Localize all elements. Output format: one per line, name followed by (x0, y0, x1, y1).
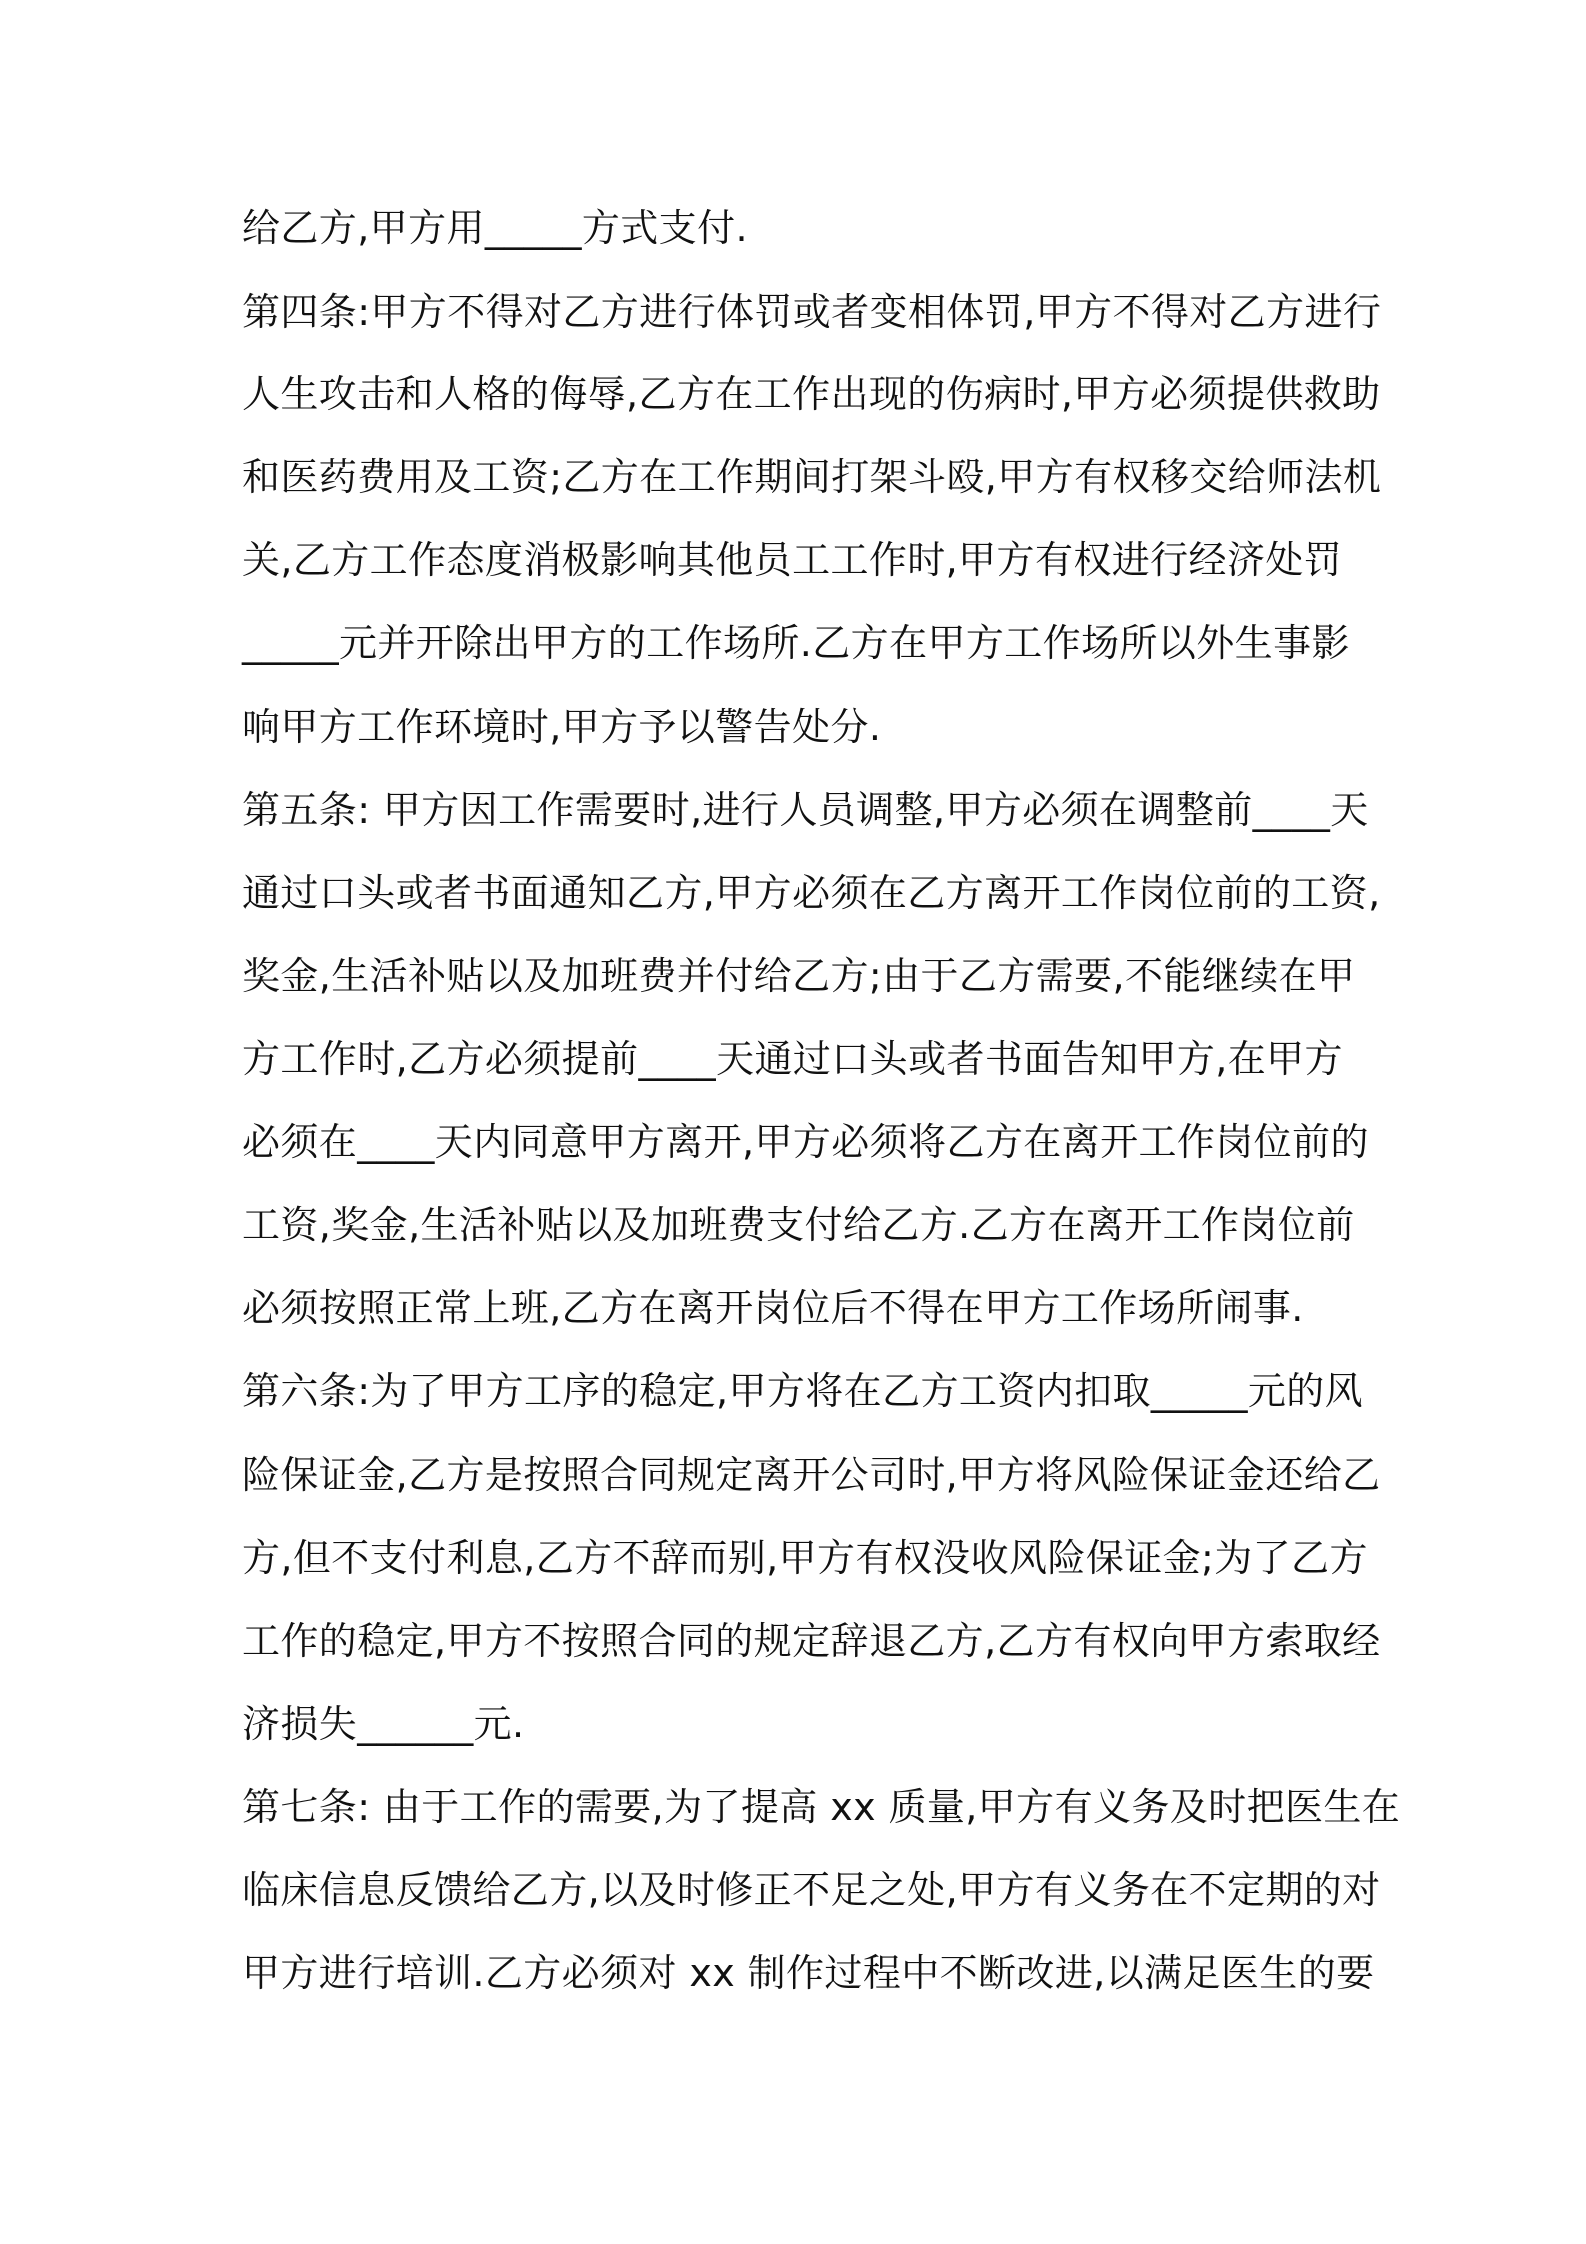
text-line: 人生攻击和人格的侮辱,乙方在工作出现的伤病时,甲方必须提供救助 (242, 372, 1381, 416)
text-line: 方工作时,乙方必须提前____天通过口头或者书面告知甲方,在甲方 (242, 1037, 1343, 1081)
article-5-line: 第五条: 甲方因工作需要时,进行人员调整,甲方必须在调整前____天 (242, 788, 1369, 832)
text-line: 必须在____天内同意甲方离开,甲方必须将乙方在离开工作岗位前的 (242, 1120, 1369, 1164)
text-line: 奖金,生活补贴以及加班费并付给乙方;由于乙方需要,不能继续在甲 (242, 954, 1356, 998)
text-line: 关,乙方工作态度消极影响其他员工工作时,甲方有权进行经济处罚 (242, 538, 1343, 582)
text-line: 临床信息反馈给乙方,以及时修正不足之处,甲方有义务在不定期的对 (242, 1868, 1381, 1912)
text-line: 甲方进行培训.乙方必须对 xx 制作过程中不断改进,以满足医生的要 (242, 1951, 1375, 1995)
text-line: 和医药费用及工资;乙方在工作期间打架斗殴,甲方有权移交给师法机 (242, 455, 1382, 499)
text-line: 通过口头或者书面通知乙方,甲方必须在乙方离开工作岗位前的工资, (242, 871, 1381, 915)
article-7-line: 第七条: 由于工作的需要,为了提高 xx 质量,甲方有义务及时把医生在 (242, 1785, 1401, 1829)
text-line: _____元并开除出甲方的工作场所.乙方在甲方工作场所以外生事影 (242, 621, 1350, 665)
article-4-line: 第四条:甲方不得对乙方进行体罚或者变相体罚,甲方不得对乙方进行 (242, 290, 1382, 334)
article-6-line: 第六条:为了甲方工序的稳定,甲方将在乙方工资内扣取_____元的风 (242, 1369, 1364, 1413)
text-line: 工资,奖金,生活补贴以及加班费支付给乙方.乙方在离开工作岗位前 (242, 1203, 1355, 1247)
text-line: 方,但不支付利息,乙方不辞而别,甲方有权没收风险保证金;为了乙方 (242, 1536, 1368, 1580)
text-line: 险保证金,乙方是按照合同规定离开公司时,甲方将风险保证金还给乙 (242, 1453, 1381, 1497)
text-line: 响甲方工作环境时,甲方予以警告处分. (242, 705, 882, 749)
text-line: 工作的稳定,甲方不按照合同的规定辞退乙方,乙方有权向甲方索取经 (242, 1619, 1381, 1663)
text-line: 济损失______元. (242, 1702, 525, 1746)
text-line: 给乙方,甲方用_____方式支付. (242, 206, 748, 250)
text-line: 必须按照正常上班,乙方在离开岗位后不得在甲方工作场所闹事. (242, 1286, 1304, 1330)
